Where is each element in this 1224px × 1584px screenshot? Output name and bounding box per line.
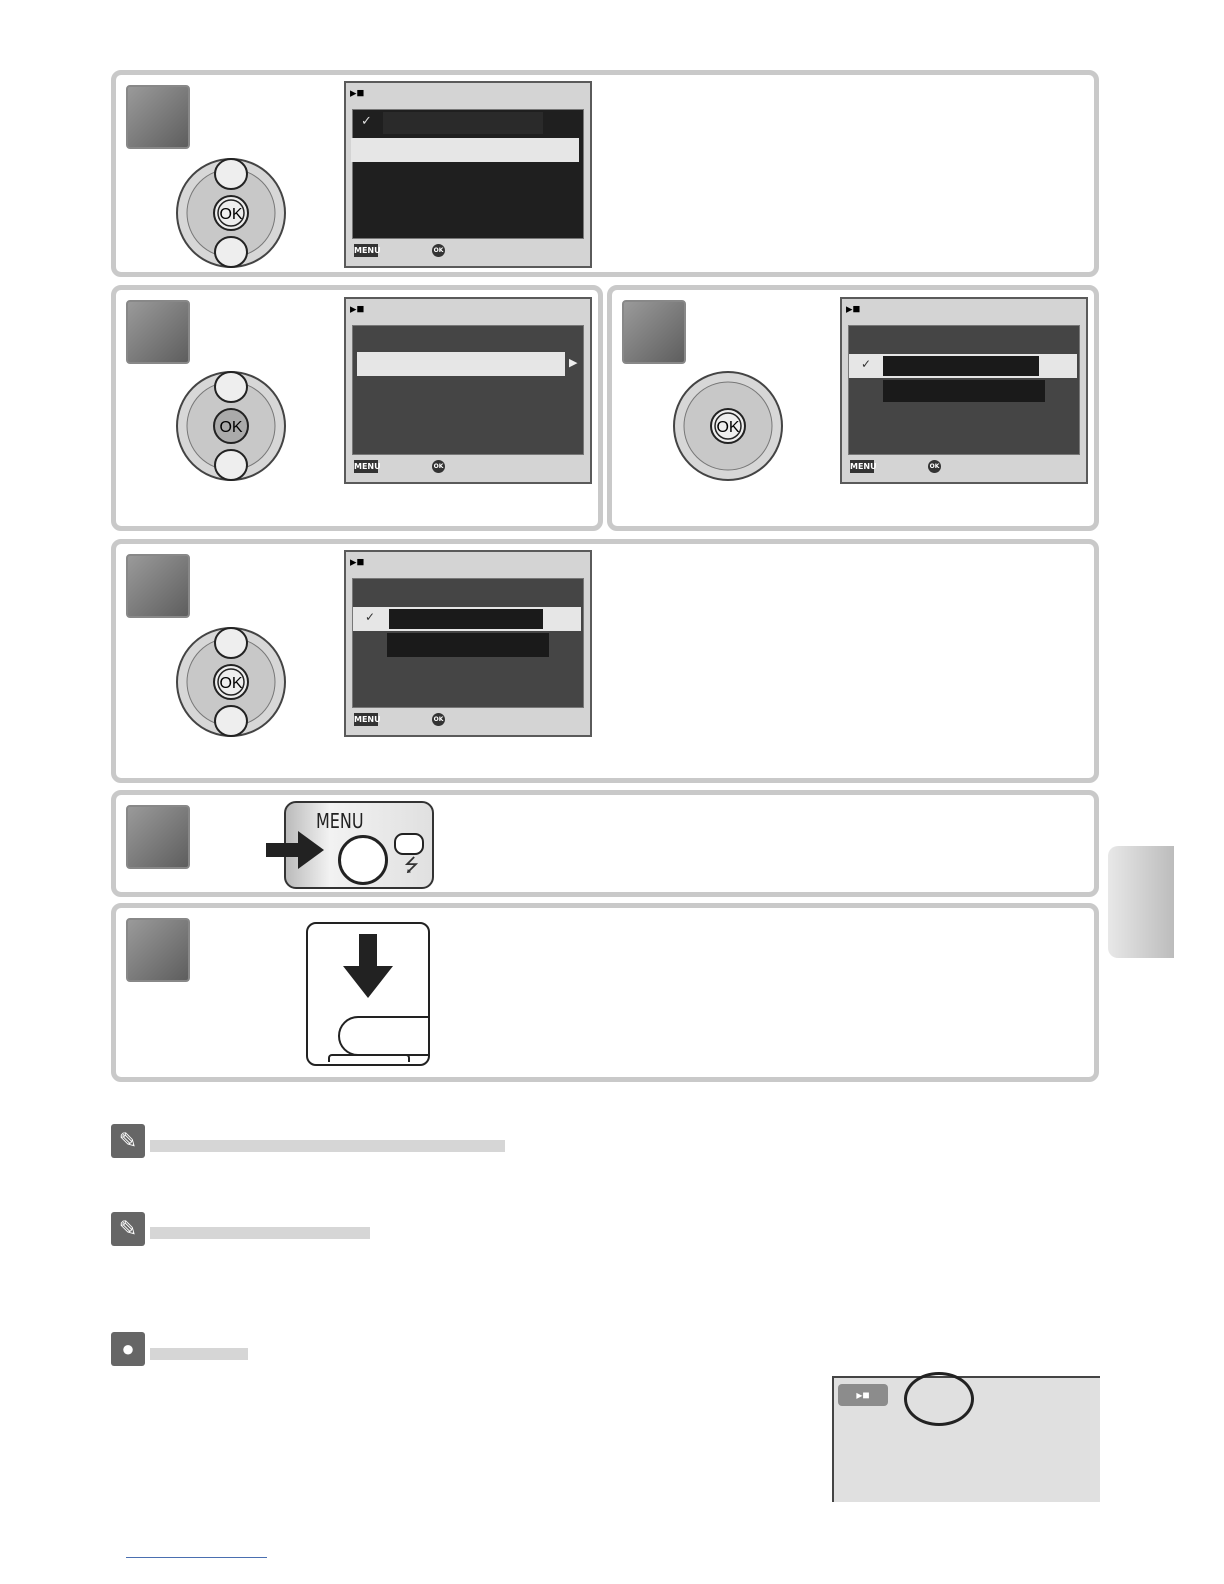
menu-button-icon: MENU (354, 715, 381, 724)
menu-button-icon: MENU (850, 462, 877, 471)
shutter-press-illustration (306, 922, 430, 1066)
option-value-1[interactable] (883, 356, 1039, 376)
ok-button-icon: OK (432, 713, 445, 726)
screen-footer (354, 242, 582, 260)
screen-thumbnail (832, 1376, 1100, 1502)
finger-icon (338, 1016, 430, 1056)
step-panel-1 (111, 70, 1099, 277)
menu-row-highlighted[interactable] (351, 138, 579, 162)
menu-button-label: MENU (316, 809, 364, 833)
ok-button-icon: OK (928, 460, 941, 473)
step-number-box (126, 300, 190, 364)
arrow-down-icon (359, 934, 377, 968)
menu-button-icon: MENU (354, 462, 381, 471)
arrow-right-icon: ▶ (569, 357, 578, 369)
ok-button-icon: OK (432, 460, 445, 473)
step-panel-3 (607, 285, 1099, 531)
screen-footer (850, 458, 1078, 476)
chapter-tab[interactable] (1108, 846, 1174, 958)
movie-mode-icon: ▸■ (350, 554, 365, 569)
movie-mode-icon: ▸■ (838, 1384, 888, 1406)
step-panel-6 (111, 903, 1099, 1082)
check-icon: ✓ (861, 357, 872, 371)
shutter-button[interactable] (328, 1054, 410, 1062)
multi-selector-icon (672, 370, 784, 482)
ok-button-icon: OK (432, 244, 445, 257)
step-number-box (126, 918, 190, 982)
camera-screen (344, 550, 592, 737)
screen-footer (354, 711, 582, 729)
camera-screen (344, 297, 592, 484)
multi-selector-icon (175, 157, 287, 269)
note-heading-2 (150, 1227, 370, 1239)
camera-screen (344, 81, 592, 268)
step-number-box (126, 805, 190, 869)
lightbulb-icon: ● (111, 1332, 145, 1366)
menu-button[interactable] (338, 835, 388, 885)
svg-text:OK: OK (219, 206, 243, 223)
menu-row-highlighted[interactable] (357, 352, 565, 376)
multi-selector-icon (175, 626, 287, 738)
highlight-circle (904, 1372, 974, 1426)
camera-screen (840, 297, 1088, 484)
option-value-1[interactable] (389, 609, 543, 629)
pencil-icon: ✎ (111, 1212, 145, 1246)
svg-text:OK: OK (219, 675, 243, 692)
check-icon: ✓ (365, 610, 376, 624)
multi-selector-icon (175, 370, 287, 482)
check-icon: ✓ (361, 113, 372, 128)
step-number-box (126, 554, 190, 618)
option-value-2[interactable] (387, 633, 549, 657)
svg-text:OK: OK (219, 419, 243, 436)
step-panel-5 (111, 790, 1099, 897)
step-panel-2 (111, 285, 603, 531)
small-button[interactable] (394, 833, 424, 855)
option-value-2[interactable] (883, 380, 1045, 402)
menu-row-1[interactable] (383, 112, 543, 134)
flash-icon: ⭍ (404, 855, 419, 875)
note-heading-1 (150, 1140, 505, 1152)
movie-mode-icon: ▸■ (350, 301, 365, 316)
link-underline[interactable] (126, 1557, 267, 1558)
movie-mode-icon: ▸■ (350, 85, 365, 100)
screen-footer (354, 458, 582, 476)
tip-heading (150, 1348, 248, 1360)
pencil-icon: ✎ (111, 1124, 145, 1158)
step-number-box (622, 300, 686, 364)
step-panel-4 (111, 539, 1099, 783)
step-number-box (126, 85, 190, 149)
movie-mode-icon: ▸■ (846, 301, 861, 316)
svg-text:OK: OK (716, 419, 740, 436)
menu-button-icon: MENU (354, 246, 381, 255)
